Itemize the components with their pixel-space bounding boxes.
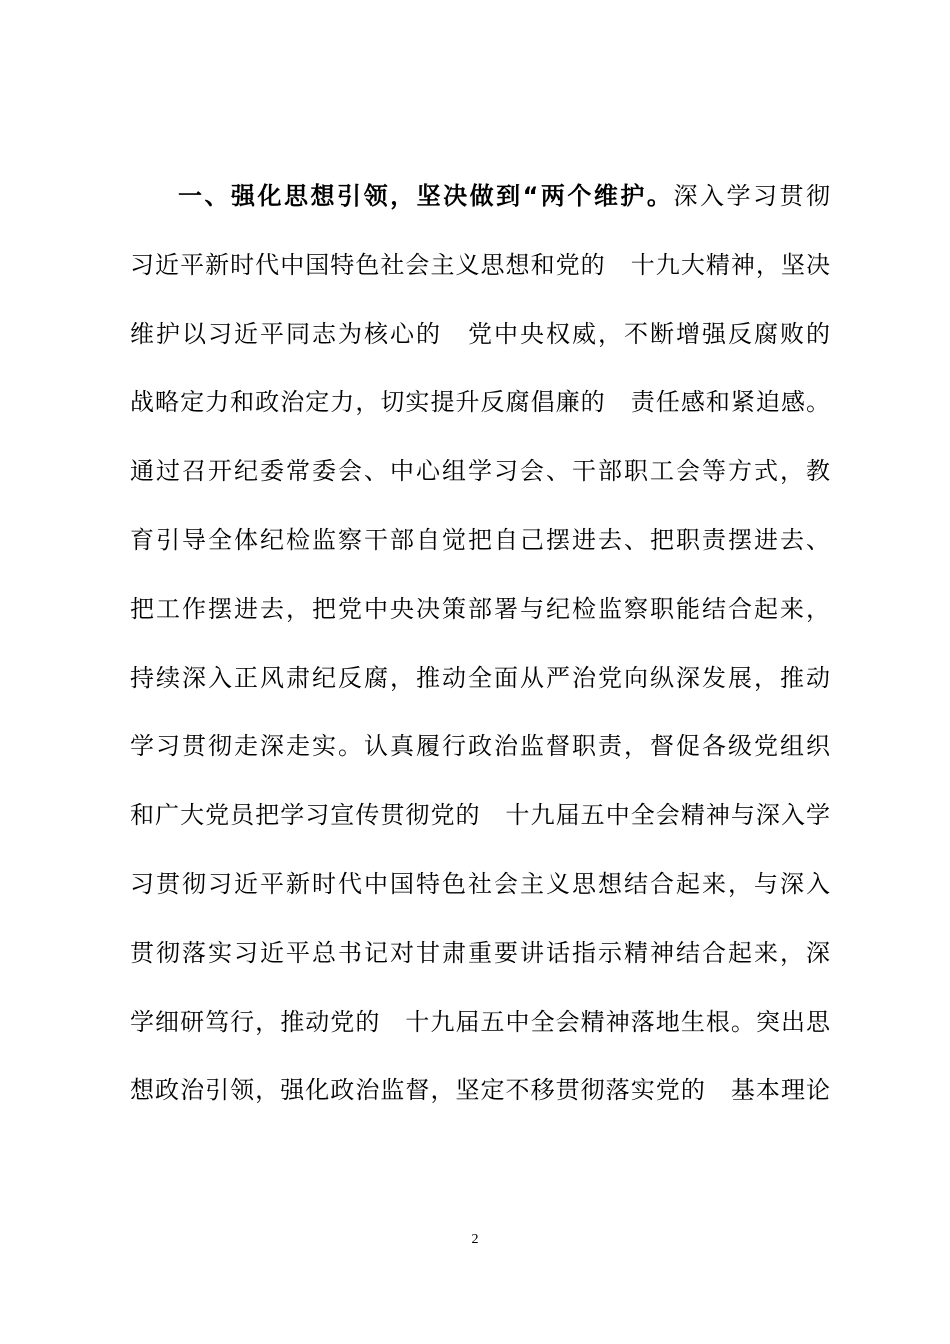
paragraph-first-line (130, 168, 830, 237)
text-span: 深入学习贯彻 (673, 182, 830, 210)
text-line: 通过召开纪委常委会、中心组学习会、干部职工会等方式，教 (130, 457, 830, 486)
text-line: 学细研笃行，推动党的 十九届五中全会精神落地生根。突出思 (130, 1007, 830, 1036)
text-line: 习贯彻习近平新时代中国特色社会主义思想结合起来，与深入 (130, 869, 830, 898)
text-line: 育引导全体纪检监察干部自觉把自己摆进去、把职责摆进去、 (130, 525, 830, 554)
text-line: 贯彻落实习近平总书记对甘肃重要讲话指示精神结合起来，深 (130, 938, 830, 967)
section-heading: 一、强化思想引领，坚决做到“两个维护。 (178, 182, 674, 210)
text-line: 想政治引领，强化政治监督，坚定不移贯彻落实党的 基本理论 (130, 1076, 830, 1105)
text-line: 习近平新时代中国特色社会主义思想和党的 十九大精神，坚决 (130, 250, 830, 279)
text-line: 和广大党员把学习宣传贯彻党的 十九届五中全会精神与深入学 (130, 801, 830, 830)
text-line: 把工作摆进去，把党中央决策部署与纪检监察职能结合起来， (130, 594, 830, 623)
page-number: 2 (471, 1232, 479, 1247)
text-line: 战略定力和政治定力，切实提升反腐倡廉的 责任感和紧迫感。 (130, 388, 830, 417)
text-line: 持续深入正风肃纪反腐，推动全面从严治党向纵深发展，推动 (130, 663, 830, 692)
text-line: 学习贯彻走深走实。认真履行政治监督职责，督促各级党组织 (130, 732, 830, 761)
body-text (130, 168, 830, 1131)
text-line: 维护以习近平同志为核心的 党中央权威，不断增强反腐败的 (130, 319, 830, 348)
